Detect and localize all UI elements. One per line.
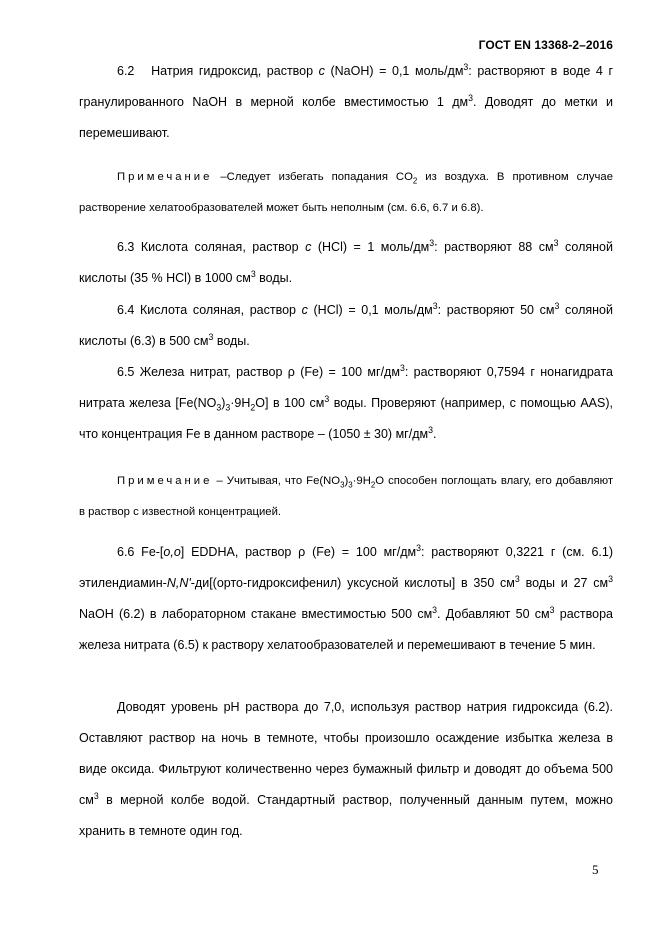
text-run: : растворяют 0,7594 г нонагидрата нитрата железа [Fe(NO: [79, 365, 613, 410]
paragraph-6-5: [79, 357, 613, 450]
superscript: 3: [432, 300, 438, 311]
text-run: 6.5 Железа нитрат, раствор ρ (Fe) = 100 мг/дм: [117, 365, 400, 379]
text-run: .: [432, 427, 437, 441]
superscript: 3: [514, 573, 520, 584]
subscript: 2: [370, 480, 376, 490]
superscript: 3: [554, 300, 560, 311]
text-run: (HCl) = 1 моль/дм: [311, 240, 430, 254]
subscript: 2: [412, 176, 418, 186]
symbol-c: c: [301, 303, 308, 317]
superscript: 3: [399, 362, 405, 373]
text-run: –Следует избегать попадания CO: [212, 171, 413, 183]
symbol-c: c: [318, 64, 325, 78]
text-run: O способен поглощать влагу, его добавляют в раствор с известной концентрацией.: [79, 475, 613, 518]
note-2: [79, 466, 613, 528]
text-run: : растворяют 50 см: [437, 303, 555, 317]
note-label: Примечание: [117, 171, 213, 183]
document-code-header: ГОСТ EN 13368-2–2016: [478, 38, 613, 52]
text-run: ·9H: [230, 396, 251, 410]
italic-run: N,N': [166, 576, 191, 590]
text-run: соляной кислоты (35 % HCl) в 1000 см: [79, 240, 613, 285]
clause-number: 6.2: [117, 64, 135, 78]
page-number: 5: [592, 862, 599, 877]
superscript: 3: [429, 237, 435, 248]
text-run: воды.: [213, 334, 250, 348]
text-run: 6.4 Кислота соляная, раствор: [117, 303, 302, 317]
text-run: : растворяют в воде 4 г гранулированного NaOH в мерной колбе вместимостью 1 дм: [79, 64, 613, 109]
paragraph-6-4: [79, 295, 613, 357]
superscript: 3: [463, 61, 469, 72]
subscript: 3: [340, 480, 345, 490]
paragraph-6-2: [79, 56, 613, 149]
text-run: – Учитывая, что Fe(NO: [212, 475, 341, 487]
text-run: воды. Проверяют (например, с помощью AAS), что концентрация Fe в данном растворе – (1050 ± 30) мг/дм: [79, 396, 613, 441]
text-run: NaOH (6.2) в лабораторном стакане вместимостью 500 см: [79, 607, 433, 621]
paragraph-6-3: [79, 232, 613, 294]
text-run: Натрия гидроксид, раствор: [151, 64, 319, 78]
text-run: соляной кислоты (6.3) в 500 см: [79, 303, 613, 348]
superscript: 3: [549, 604, 555, 615]
italic-run: o,o: [163, 545, 181, 559]
superscript: 3: [208, 331, 214, 342]
text-run: -ди[(орто-гидроксифенил) уксусной кислоты] в 350 см: [190, 576, 515, 590]
text-run: ): [344, 475, 349, 487]
text-run: : растворяют 0,3221 г (см. 6.1) этилендиамин-: [79, 545, 613, 590]
paragraph-6-6: [79, 537, 613, 661]
note-1: [79, 162, 613, 224]
superscript: 3: [324, 393, 330, 404]
text-run: . Добавляют 50 см: [437, 607, 550, 621]
text-run: воды и 27 см: [519, 576, 609, 590]
symbol-c: c: [305, 240, 312, 254]
text-run: ·9H: [352, 475, 371, 487]
superscript: 3: [416, 542, 421, 553]
note-label: Примечание: [117, 475, 213, 487]
subscript: 2: [250, 402, 256, 413]
text-run: (HCl) = 0,1 моль/дм: [307, 303, 433, 317]
superscript: 3: [428, 424, 433, 435]
superscript: 3: [250, 268, 256, 279]
text-run: . Доводят до метки и перемешивают.: [79, 95, 613, 140]
subscript: 3: [348, 480, 353, 490]
superscript: 3: [432, 604, 438, 615]
text-run: ): [221, 396, 226, 410]
text-run: воды.: [255, 271, 293, 285]
superscript: 3: [93, 790, 99, 801]
subscript: 3: [216, 402, 222, 413]
text-run: 6.6 Fe-[: [117, 545, 164, 559]
text-run: из воздуха. В противном случае растворение хелатообразователей может быть неполным (см. 6.6, 6.7 и 6.8).: [79, 171, 613, 214]
text-run: O] в 100 см: [255, 396, 325, 410]
text-run: Доводят уровень pH раствора до 7,0, используя раствор натрия гидроксида (6.2). Оставляют раствор на ночь в темноте, чтобы произошло осаждение избытка железа в виде оксида. Фильтруют количественно через бумажный фильтр и доводят до объема 500 см: [79, 700, 613, 807]
superscript: 3: [608, 573, 613, 584]
text-run: 6.3 Кислота соляная, раствор: [117, 240, 306, 254]
subscript: 3: [225, 402, 231, 413]
superscript: 3: [468, 92, 473, 103]
text-run: раствора железа нитрата (6.5) к раствору хелатообразователей и перемешивают в течение 5 мин.: [79, 607, 613, 652]
superscript: 3: [553, 237, 559, 248]
text-run: (NaOH) = 0,1 моль/дм: [324, 64, 464, 78]
paragraph-6-6-continued: [79, 692, 613, 847]
text-run: в мерной колбе водой. Стандартный раствор, полученный данным путем, можно хранить в темноте один год.: [79, 793, 613, 838]
text-run: ] EDDHA, раствор ρ (Fe) = 100 мг/дм: [180, 545, 417, 559]
text-run: : растворяют 88 см: [434, 240, 554, 254]
